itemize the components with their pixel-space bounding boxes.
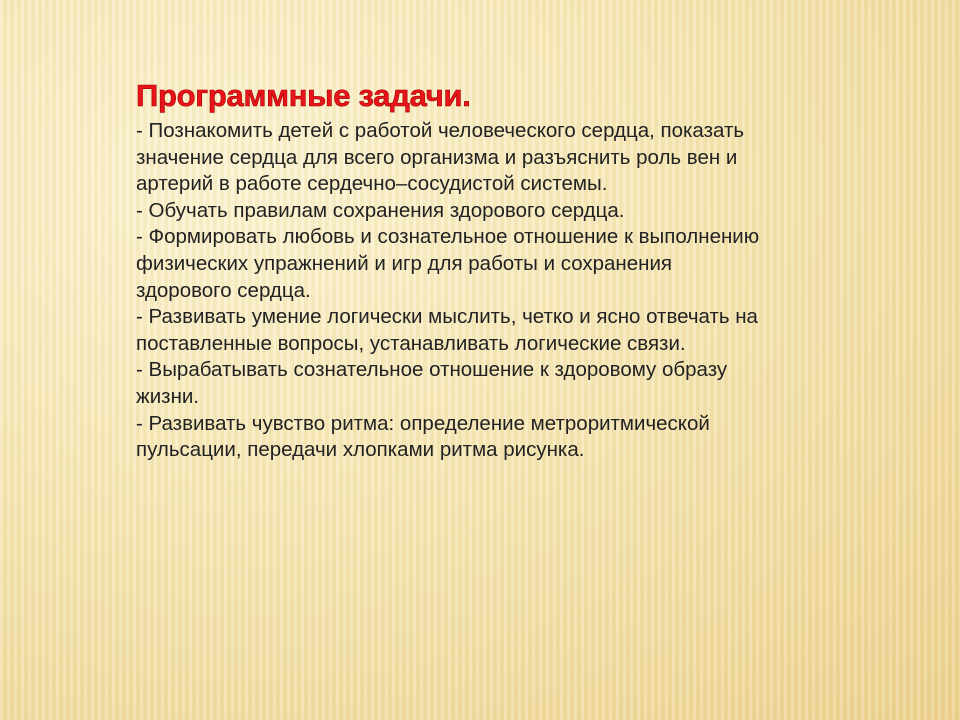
body-line: - Познакомить детей с работой человеческого сердца, показать bbox=[136, 119, 745, 142]
body-line: артерий в работе сердечно–сосудистой системы. bbox=[136, 172, 608, 196]
slide-body bbox=[136, 118, 836, 464]
body-line: - Формировать любовь и сознательное отношение к выполнению bbox=[136, 225, 760, 249]
body-line: здорового сердца. bbox=[136, 278, 311, 302]
slide-title: Программные задачи. bbox=[136, 78, 471, 113]
body-line: поставленные вопросы, устанавливать логические связи. bbox=[136, 331, 686, 355]
body-line: значение сердца для всего организма и разъяснить роль вен и bbox=[136, 145, 738, 169]
body-line: - Вырабатывать сознательное отношение к здоровому образу bbox=[136, 358, 728, 382]
body-line: - Обучать правилам сохранения здорового сердца. bbox=[136, 198, 625, 222]
body-line: физических упражнений и игр для работы и сохранения bbox=[136, 251, 673, 275]
body-line: - Развивать чувство ритма: определение метроритмической bbox=[136, 411, 710, 435]
body-line: - Развивать умение логически мыслить, четко и ясно отвечать на bbox=[136, 305, 758, 329]
body-line: жизни. bbox=[136, 384, 200, 408]
body-line: пульсации, передачи хлопками ритма рисунка. bbox=[136, 438, 585, 462]
